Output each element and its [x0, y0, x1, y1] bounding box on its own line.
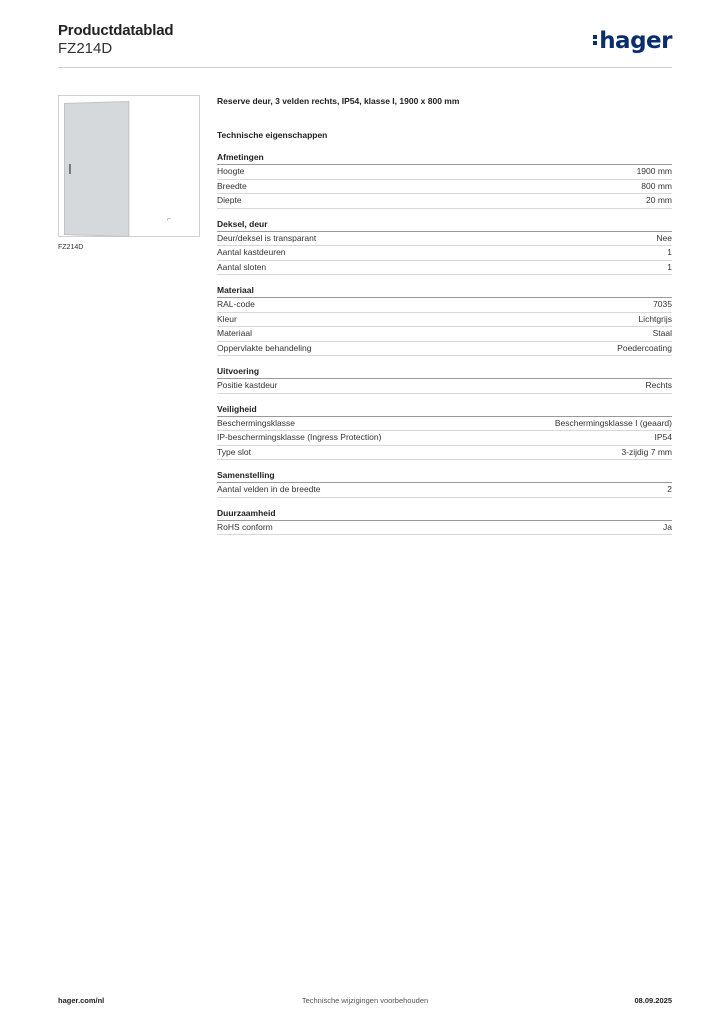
logo-dots-icon [593, 33, 597, 47]
property-row [217, 246, 672, 261]
property-label: Aantal kastdeuren [217, 247, 286, 257]
property-sections [217, 152, 672, 535]
property-section [217, 404, 672, 461]
property-label: Aantal velden in de breedte [217, 484, 321, 494]
property-section [217, 508, 672, 536]
property-row [217, 379, 672, 394]
property-section [217, 152, 672, 209]
property-row [217, 194, 672, 209]
section-title: Veiligheid [217, 404, 672, 417]
property-value: 2 [667, 484, 672, 494]
property-value: IP54 [654, 432, 672, 442]
property-row [217, 298, 672, 313]
footer-date: 08.09.2025 [634, 996, 672, 1005]
property-value: Ja [663, 521, 672, 532]
property-label: Beschermingsklasse [217, 417, 295, 428]
property-label: Positie kastdeur [217, 380, 278, 390]
section-title: Uitvoering [217, 366, 672, 379]
section-title: Afmetingen [217, 152, 672, 165]
section-title: Duurzaamheid [217, 508, 672, 521]
property-row [217, 342, 672, 357]
property-label: IP-beschermingsklasse (Ingress Protection) [217, 432, 382, 442]
property-value: 1900 mm [636, 166, 672, 176]
property-label: Type slot [217, 446, 252, 457]
product-description: Reserve deur, 3 velden rechts, IP54, klasse I, 1900 x 800 mm [217, 96, 460, 106]
property-value: 1 [667, 247, 672, 257]
tech-properties-title: Technische eigenschappen [217, 130, 328, 140]
property-value: 7035 [653, 299, 672, 309]
hager-logo [593, 28, 672, 54]
property-label: Aantal sloten [217, 261, 267, 272]
door-handle-icon [69, 164, 71, 174]
property-section [217, 219, 672, 276]
property-label: Diepte [217, 195, 242, 205]
property-label: Deur/deksel is transparant [217, 232, 317, 243]
property-value: Rechts [645, 380, 672, 390]
door-illustration-icon [64, 101, 129, 237]
product-image [58, 95, 200, 237]
property-label: RAL-code [217, 299, 255, 309]
logo-text: hager [599, 28, 672, 54]
footer-disclaimer: Technische wijzigingen voorbehouden [301, 996, 429, 1005]
property-value: 20 mm [646, 195, 672, 205]
page-header [58, 22, 672, 58]
footer-website-link[interactable]: hager.com/nl [58, 996, 105, 1005]
property-row [217, 431, 672, 446]
property-section [217, 366, 672, 394]
property-row [217, 261, 672, 276]
property-value: Beschermingsklasse I (geaard) [554, 417, 672, 428]
property-row [217, 327, 672, 342]
property-row [217, 521, 672, 536]
property-section [217, 470, 672, 498]
property-value: Staal [652, 328, 672, 338]
property-value: Nee [656, 232, 672, 243]
property-label: Hoogte [217, 166, 245, 176]
property-row [217, 313, 672, 328]
property-label: RoHS conform [217, 521, 273, 532]
page-title: Productdatablad [58, 22, 174, 39]
property-row [217, 417, 672, 432]
section-title: Samenstelling [217, 470, 672, 483]
image-caption: FZ214D [58, 244, 84, 251]
property-row [217, 165, 672, 180]
property-value: 1 [667, 261, 672, 272]
property-value: Poedercoating [617, 342, 672, 353]
property-row [217, 483, 672, 498]
property-label: Breedte [217, 180, 247, 191]
product-code: FZ214D [58, 40, 113, 57]
header-divider [58, 67, 672, 68]
property-label: Materiaal [217, 328, 252, 338]
property-row [217, 446, 672, 461]
property-row [217, 232, 672, 247]
section-title: Materiaal [217, 285, 672, 298]
property-value: 800 mm [641, 180, 672, 191]
property-value: Lichtgrijs [638, 313, 672, 324]
property-section [217, 285, 672, 356]
door-hinge-icon: ⌐ [167, 216, 172, 223]
property-row [217, 180, 672, 195]
product-content [217, 96, 672, 545]
section-title: Deksel, deur [217, 219, 672, 232]
property-label: Oppervlakte behandeling [217, 342, 312, 353]
property-label: Kleur [217, 313, 237, 324]
property-value: 3-zijdig 7 mm [621, 446, 672, 457]
